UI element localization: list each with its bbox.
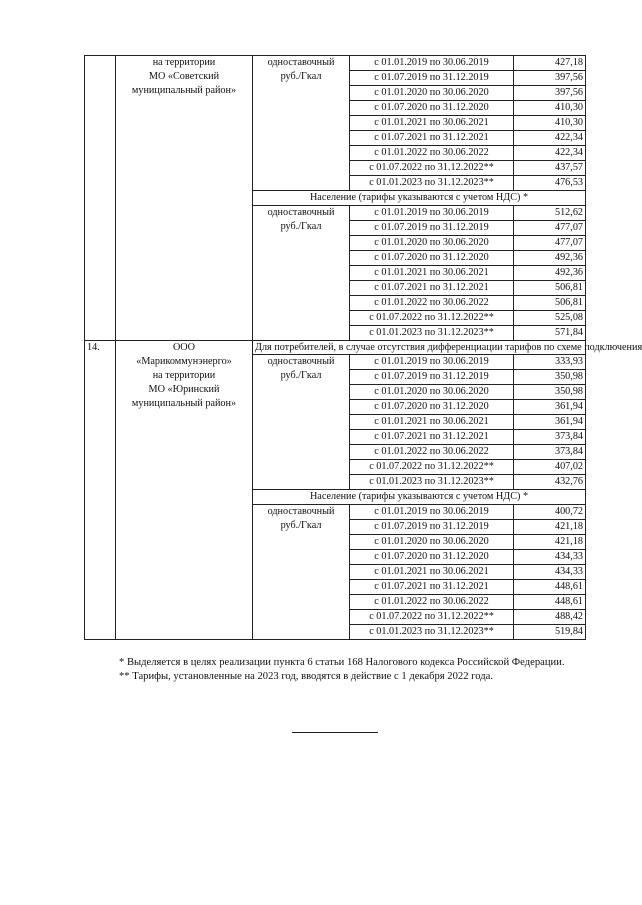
period-cell: с 01.01.2023 по 31.12.2023** <box>350 326 514 341</box>
organization-line: «Марикоммунэнерго» <box>136 356 232 367</box>
tariff-value-cell: 350,98 <box>514 370 586 385</box>
tariff-value-cell: 361,94 <box>514 415 586 430</box>
tariff-table <box>84 55 642 640</box>
row-number <box>85 56 116 341</box>
tariff-value-cell: 397,56 <box>514 71 586 86</box>
tariff-type-line: руб./Гкал <box>280 370 322 381</box>
period-cell: с 01.07.2021 по 31.12.2021 <box>350 430 514 445</box>
period-cell: с 01.07.2022 по 31.12.2022** <box>350 161 514 176</box>
tariff-value-cell: 434,33 <box>514 550 586 565</box>
period-cell: с 01.07.2020 по 31.12.2020 <box>350 400 514 415</box>
period-cell: с 01.01.2022 по 30.06.2022 <box>350 445 514 460</box>
tariff-value-cell: 361,94 <box>514 400 586 415</box>
tariff-value-cell: 422,34 <box>514 146 586 161</box>
tariff-value-cell: 571,84 <box>514 326 586 341</box>
tariff-value-cell: 407,02 <box>514 460 586 475</box>
organization-line: муниципальный район» <box>131 398 237 409</box>
period-cell: с 01.01.2021 по 30.06.2021 <box>350 415 514 430</box>
tariff-value-cell: 410,30 <box>514 116 586 131</box>
tariff-type-line: одноставочный <box>267 506 335 517</box>
tariff-value-cell: 422,34 <box>514 131 586 146</box>
tariff-value-cell: 434,33 <box>514 565 586 580</box>
tariff-type-line: одноставочный <box>267 356 335 367</box>
tariff-value-cell: 421,18 <box>514 535 586 550</box>
tariff-type-cell <box>253 56 350 191</box>
tariff-value-cell: 477,07 <box>514 236 586 251</box>
period-cell: с 01.07.2020 по 31.12.2020 <box>350 550 514 565</box>
period-cell: с 01.01.2019 по 30.06.2019 <box>350 355 514 370</box>
period-cell: с 01.01.2019 по 30.06.2019 <box>350 56 514 71</box>
tariff-value-cell: 448,61 <box>514 595 586 610</box>
tariff-value-cell: 400,72 <box>514 505 586 520</box>
period-cell: с 01.01.2020 по 30.06.2020 <box>350 535 514 550</box>
tariff-value-cell: 476,53 <box>514 176 586 191</box>
tariff-value-cell: 373,84 <box>514 430 586 445</box>
period-cell: с 01.01.2021 по 30.06.2021 <box>350 266 514 281</box>
tariff-value-cell: 427,18 <box>514 56 586 71</box>
period-cell: с 01.01.2023 по 31.12.2023** <box>350 475 514 490</box>
group-header-row <box>85 341 586 355</box>
consumer-group-header: Население (тарифы указываются с учетом НДС) * <box>253 191 586 206</box>
tariff-value-cell: 350,98 <box>514 385 586 400</box>
tariff-value-cell: 397,56 <box>514 86 586 101</box>
row-number: 14. <box>85 341 116 640</box>
period-cell: с 01.01.2019 по 30.06.2019 <box>350 206 514 221</box>
period-cell: с 01.01.2020 по 30.06.2020 <box>350 236 514 251</box>
tariff-value-cell: 437,57 <box>514 161 586 176</box>
organization-line: ООО <box>172 342 196 353</box>
closing-rule <box>292 732 378 733</box>
period-cell: с 01.01.2020 по 30.06.2020 <box>350 86 514 101</box>
footnotes <box>89 656 586 684</box>
organization-line: муниципальный район» <box>131 85 237 96</box>
tariff-type-line: руб./Гкал <box>280 221 322 232</box>
tariff-type-line: одноставочный <box>267 57 335 68</box>
organization-cell <box>116 341 253 640</box>
consumer-group-header: Для потребителей, в случае отсутствия дифференциации тарифов по схеме подключения <box>253 341 586 355</box>
tariff-value-cell: 525,08 <box>514 311 586 326</box>
period-cell: с 01.07.2019 по 31.12.2019 <box>350 71 514 86</box>
tariff-value-cell: 333,93 <box>514 355 586 370</box>
period-cell: с 01.01.2023 по 31.12.2023** <box>350 625 514 640</box>
tariff-value-cell: 373,84 <box>514 445 586 460</box>
organization-line: на территории <box>152 57 216 68</box>
tariff-value-cell: 506,81 <box>514 281 586 296</box>
period-cell: с 01.01.2021 по 30.06.2021 <box>350 565 514 580</box>
footnote-2023-tariffs: ** Тарифы, установленные на 2023 год, вводятся в действие с 1 декабря 2022 года. <box>119 671 493 682</box>
footnote-vat: * Выделяется в целях реализации пункта 6 статьи 168 Налогового кодекса Российской Федерации. <box>119 657 565 668</box>
tariff-value-cell: 448,61 <box>514 580 586 595</box>
period-cell: с 01.01.2022 по 30.06.2022 <box>350 296 514 311</box>
tariff-value-cell: 519,84 <box>514 625 586 640</box>
tariff-value-cell: 432,76 <box>514 475 586 490</box>
period-cell: с 01.01.2022 по 30.06.2022 <box>350 146 514 161</box>
period-cell: с 01.01.2022 по 30.06.2022 <box>350 595 514 610</box>
consumer-group-header: Население (тарифы указываются с учетом НДС) * <box>253 490 586 505</box>
tariff-value-cell: 410,30 <box>514 101 586 116</box>
period-cell: с 01.07.2021 по 31.12.2021 <box>350 281 514 296</box>
period-cell: с 01.01.2021 по 30.06.2021 <box>350 116 514 131</box>
period-cell: с 01.07.2022 по 31.12.2022** <box>350 610 514 625</box>
tariff-type-line: руб./Гкал <box>280 520 322 531</box>
organization-line: на территории <box>152 370 216 381</box>
tariff-value-cell: 477,07 <box>514 221 586 236</box>
period-cell: с 01.01.2019 по 30.06.2019 <box>350 505 514 520</box>
tariff-type-cell <box>253 206 350 341</box>
tariff-value-cell: 492,36 <box>514 251 586 266</box>
tariff-type-line: руб./Гкал <box>280 71 322 82</box>
period-cell: с 01.07.2021 по 31.12.2021 <box>350 131 514 146</box>
period-cell: с 01.07.2019 по 31.12.2019 <box>350 221 514 236</box>
period-cell: с 01.07.2020 по 31.12.2020 <box>350 251 514 266</box>
period-cell: с 01.01.2020 по 30.06.2020 <box>350 385 514 400</box>
organization-line: МО «Юринский <box>148 384 220 395</box>
period-cell: с 01.07.2022 по 31.12.2022** <box>350 460 514 475</box>
period-cell: с 01.07.2019 по 31.12.2019 <box>350 520 514 535</box>
organization-cell <box>116 56 253 341</box>
period-cell: с 01.07.2020 по 31.12.2020 <box>350 101 514 116</box>
period-cell: с 01.07.2021 по 31.12.2021 <box>350 580 514 595</box>
tariff-type-cell <box>253 505 350 640</box>
tariff-value-cell: 421,18 <box>514 520 586 535</box>
tariff-type-line: одноставочный <box>267 207 335 218</box>
period-cell: с 01.07.2019 по 31.12.2019 <box>350 370 514 385</box>
tariff-row <box>85 56 586 71</box>
period-cell: с 01.01.2023 по 31.12.2023** <box>350 176 514 191</box>
tariff-value-cell: 492,36 <box>514 266 586 281</box>
organization-line: МО «Советский <box>148 71 220 82</box>
tariff-value-cell: 512,62 <box>514 206 586 221</box>
tariff-value-cell: 488,42 <box>514 610 586 625</box>
tariff-type-cell <box>253 355 350 490</box>
period-cell: с 01.07.2022 по 31.12.2022** <box>350 311 514 326</box>
tariff-value-cell: 506,81 <box>514 296 586 311</box>
